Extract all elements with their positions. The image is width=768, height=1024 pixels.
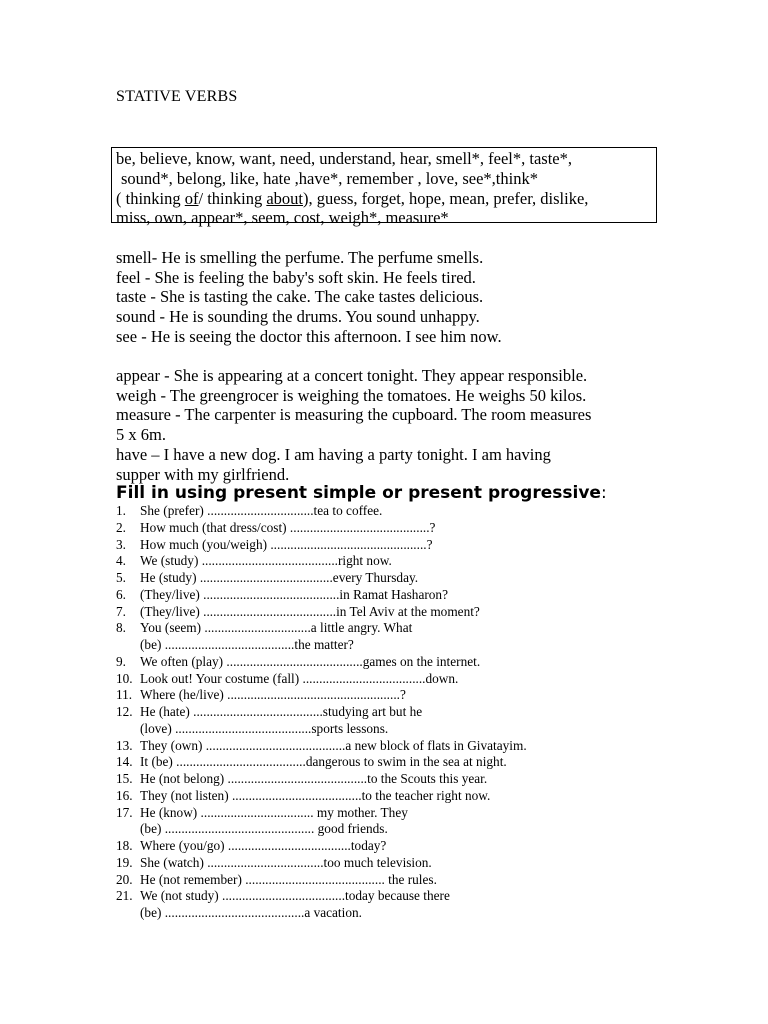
exercise-item [116,604,676,621]
exercise-item-number: 3. [116,536,126,552]
exercise-item [116,687,676,704]
exercise-item [116,570,676,587]
exercise-item [116,520,676,537]
example-sentence: smell- He is smelling the perfume. The perfume smells. [116,248,484,267]
exercise-item-number: 5. [116,570,126,585]
exercise-item-text: He (study) ........................................every Thursday. [140,570,419,585]
exercise-heading [116,482,607,504]
example-sentence: have – I have a new dog. I am having a party tonight. I am having [116,444,551,464]
exercise-item-number: 1. [116,503,126,518]
exercise-item-text: He (not belong) ..........................................to the Scouts this year. [140,771,488,786]
example-sentence: weigh - The greengrocer is weighing the tomatoes. He weighs 50 kilos. [116,385,587,405]
verb-list-line-1: be, believe, know, want, need, understand, hear, smell*, feel*, taste*, [116,149,572,168]
exercise-item [116,888,676,905]
exercise-item-text: We (not study) .....................................today because there [140,888,450,904]
exercise-item-text: He (know) .................................. my mother. They [140,804,408,820]
exercise-item-number: 7. [116,603,126,619]
example-sentence: measure - The carpenter is measuring the cupboard. The room measures [116,405,592,425]
exercise-item-text: They (own) ..........................................a new block of flats in Givatayim. [140,737,527,753]
verb-list-line-3 [116,189,652,209]
exercise-item-number: 19. [116,854,133,870]
exercise-item-text: We (study) .........................................right now. [140,553,392,569]
exercise-item [116,788,676,805]
exercise-item [116,738,676,755]
underlined-of: of [184,188,199,208]
examples-other-verbs [116,366,591,484]
exercise-item-number: 21. [116,888,133,904]
exercise-item [116,754,676,771]
exercise-item [116,587,676,604]
exercise-item-text: She (prefer) ................................tea to coffee. [140,503,383,518]
verb-list-line-2: sound*, belong, like, hate ,have*, remember , love, see*,think* [121,168,538,188]
exercise-item [116,671,676,688]
exercise-item-number: 18. [116,838,133,853]
exercise-item-number: 10. [116,670,133,686]
exercise-item [116,872,676,889]
page-title: STATIVE VERBS [116,88,238,105]
exercise-heading-colon: : [600,483,607,503]
exercise-item-number: 6. [116,586,126,602]
exercise-item-number: 2. [116,519,126,535]
exercise-item-text: We often (play) .........................................games on the internet. [140,653,481,669]
example-sentence: feel - She is feeling the baby's soft skin. He feels tired. [116,267,476,287]
example-sentence: appear - She is appearing at a concert tonight. They appear responsible. [116,366,588,385]
exercise-item [116,503,676,520]
exercise-item-number: 17. [116,804,133,820]
example-sentence: supper with my girlfriend. [116,464,290,484]
examples-sensory-verbs [116,248,502,347]
exercise-item-number: 9. [116,653,126,669]
exercise-item-number: 13. [116,737,133,753]
example-sentence: taste - She is tasting the cake. The cake tastes delicious. [116,287,484,307]
verb-list-text: / thinking [198,188,267,208]
exercise-item-text: They (not listen) .......................................to the teacher right now. [140,787,491,803]
example-sentence: sound - He is sounding the drums. You sound unhappy. [116,307,480,327]
underlined-about: about [266,188,304,208]
exercise-heading-text: Fill in using present simple or present progressive [116,483,601,503]
exercise-item [116,805,676,822]
exercise-item-number: 4. [116,553,126,569]
exercise-item [116,838,676,855]
exercise-item-text: It (be) .......................................dangerous to swim in the sea at night. [140,754,507,770]
exercise-item-text: (They/live) ........................................in Tel Aviv at the moment? [140,603,480,619]
exercise-item-number: 16. [116,787,133,803]
exercise-item-number: 20. [116,871,133,887]
exercise-item [116,620,676,637]
exercise-item-text: You (seem) ................................a little angry. What [140,620,413,636]
exercise-item [116,654,676,671]
exercise-item-text: How much (you/weigh) ...............................................? [140,536,433,552]
exercise-item-text: Where (he/live) ....................................................? [140,687,406,703]
exercise-item [116,855,676,872]
example-sentence: 5 x 6m. [116,425,166,445]
example-sentence: see - He is seeing the doctor this afternoon. I see him now. [116,326,502,346]
exercise-item-continuation: (love) .........................................sports lessons. [140,720,389,736]
verb-list-text: ( thinking [116,188,185,208]
exercise-item-continuation: (be) ............................................. good friends. [140,821,388,837]
exercise-item-number: 11. [116,687,133,703]
verb-list-text: ), guess, forget, hope, mean, prefer, dislike, [303,188,589,208]
exercise-item-text: How much (that dress/cost) ..........................................? [140,519,436,535]
exercise-item-continuation: (be) .......................................the matter? [140,637,354,652]
exercise-item-text: Look out! Your costume (fall) .....................................down. [140,670,459,686]
exercise-item-text: She (watch) ...................................too much television. [140,854,432,870]
exercise-item-text: He (hate) .......................................studying art but he [140,704,423,719]
stative-verbs-box [111,147,657,228]
exercise-item [116,771,676,788]
exercise-item-number: 14. [116,754,133,770]
exercise-list [116,503,676,922]
exercise-item-text: Where (you/go) .....................................today? [140,838,387,853]
exercise-item-number: 15. [116,771,133,786]
exercise-item [116,704,676,721]
exercise-item-continuation: (be) ..........................................a vacation. [140,905,362,920]
exercise-item [116,553,676,570]
exercise-item-text: He (not remember) .......................................... the rules. [140,871,437,887]
verb-list-line-4: miss, own, appear*, seem, cost, weigh*, measure* [116,208,449,228]
exercise-item-number: 12. [116,704,133,719]
exercise-item-number: 8. [116,620,126,636]
exercise-item [116,537,676,554]
exercise-item-text: (They/live) .........................................in Ramat Hasharon? [140,586,448,602]
